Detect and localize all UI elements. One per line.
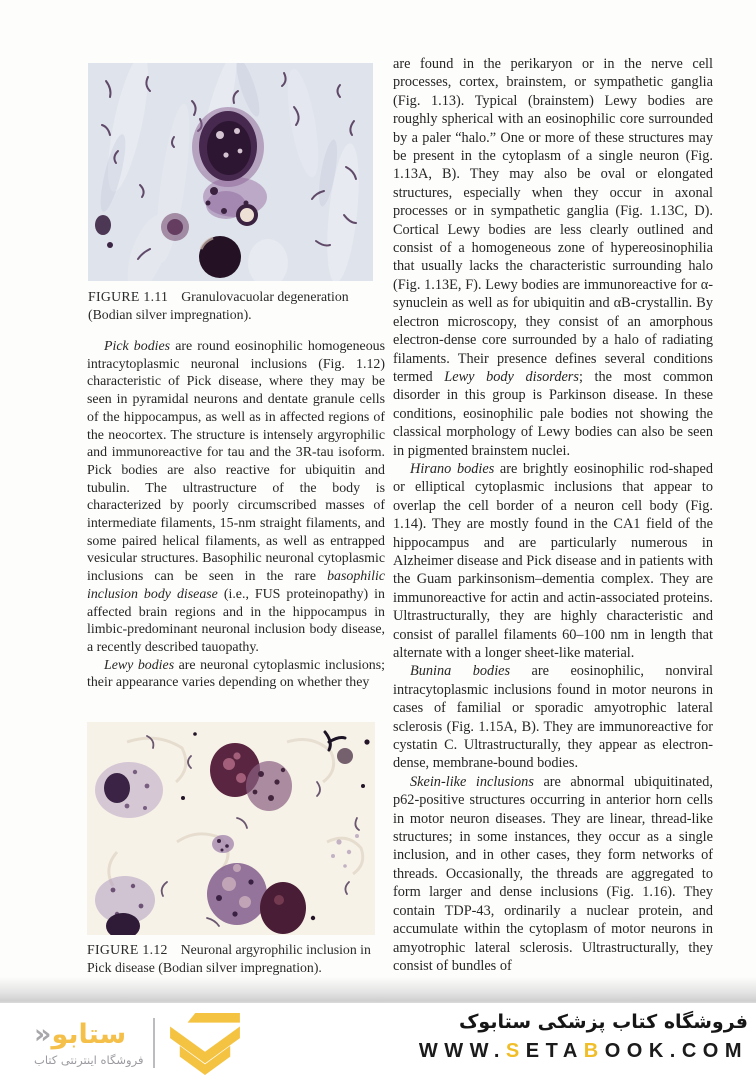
body-text: are eosinophilic, nonviral intracytoplasmic inclusions found in motor neurons in cases of familial or sporadic amyotrophic lateral sclerosis (Fig. 1.15A, B). They are immunoreactive for cystatin C. Ultrastructurally, they appear as electron-dense, membrane-bound bodies. <box>393 663 714 772</box>
body-text: are round eosinophilic homogeneous intracytoplasmic neuronal inclusions (Fig. 1.12) characteristic of Pick disease, where they may be seen in pyramidal neurons and dentate granule cells of the hippocampus, as well as in affected regions of the neocortex. The structure is intensely argyrophilic and immunoreactive for tau and the 3R-tau isoform. Pick bodies are also reactive for ubiquitin and tubulin. The ultrastructure of the body is characterized by poorly circumscribed masses of intermediate filaments, 15-nm straight filaments, and some paired helical filaments, as well as entrapped vesicular structures. Basophilic neuronal cytoplasmic inclusions can be seen in the rare <box>87 339 386 585</box>
term-italic: Bunina bodies <box>410 663 511 680</box>
term-italic: Lewy body disorders <box>444 368 579 385</box>
url-segment-gold: B <box>583 1040 605 1062</box>
body-text: are found in the perikaryon or in the nerve cell processes, cortex, brainstem, or sympathetic ganglia (Fig. 1.13). Typical (brainstem) Lewy bodies are roughly spherical with an eosinophilic core surrounded by a paler “halo.” One or more of these structures may be present in the cytoplasm of a single neuron (Fig. 1.13A, B). They may also be oval or elongated structures, especially when they occur in axonal processes or in sympathetic ganglia (Fig. 1.13C, D). Cortical Lewy bodies are less clearly outlined and consist of a homogeneous zone of hypereosinophilia that usually lacks the characteristic surrounding halo (Fig. 1.13E, F). Lewy bodies are immunoreactive for α-synuclein as well as for ubiquitin and αB-crystallin. By electron microscopy, they consist of an amorphous electron-dense core surrounded by a halo of radiating filaments. Their presence defines several conditions termed <box>393 56 713 385</box>
store-url <box>419 1040 748 1063</box>
figure-1-12-caption-text: Neuronal argyrophilic inclusion in Pick disease (Bodian silver impregnation). <box>87 942 371 975</box>
figure-1-12-caption-label: FIGURE 1.12 <box>87 942 168 957</box>
figure-1-11-image <box>88 63 373 281</box>
bookstore-footer <box>0 1003 756 1080</box>
body-text: are abnormal ubiquitinated, p62-positive structures occurring in anterior horn cells in motor neuron diseases. They are linear, thread-like structures; in some instances, they occur as a single inclusion, and in other cases, they form networks of threads. Occasionally, the threads are aggregated to form larger and dense inclusions (Fig. 1.16). They contain TDP-43, ordinarily a nuclear protein, and accumulate within the cytoplasm of motor neurons in amyotrophic lateral sclerosis. Ultrastructurally, they consist of bundles of <box>393 773 713 974</box>
paragraph <box>393 460 713 662</box>
logo-brand-gold: ستابو <box>51 1018 127 1050</box>
logo-tagline: فروشگاه اینترنتی کتاب <box>34 1052 144 1067</box>
body-text: (i.e., FUS proteinopathy) in affected brain regions and in the hippocampus in limbic-predominant neuronal inclusion body disease, a recently described tauopathy. <box>87 586 385 655</box>
body-text: are brightly eosinophilic rod-shaped or elliptical cytoplasmic inclusions that appear to overlap the cell border of a neuron cell body (Fig. 1.14). They are mostly found in the CA1 field of the hippocampus and are particularly numerous in Alzheimer disease and Pick disease and in patients with the Guam parkinsonism–dementia complex. They are immunoreactive for actin and actin-associated proteins. Ultrastructurally, they are highly characteristic and consist of parallel filaments 60–100 nm in length that alternate with a longer sheet-like material. <box>393 460 713 661</box>
figure-1-12-caption <box>87 941 387 976</box>
term-italic: basophilic inclusion body disease <box>87 569 385 602</box>
url-segment: OOK.COM <box>604 1040 748 1062</box>
url-segment-gold: S <box>505 1040 526 1062</box>
logo-text-block <box>34 1020 143 1067</box>
paragraph <box>393 662 713 772</box>
chevron-emblem-icon <box>165 1011 245 1075</box>
term-italic: Skein-like inclusions <box>410 773 534 790</box>
right-column-text <box>393 55 713 975</box>
bookstore-banner-text <box>419 1009 748 1063</box>
logo-divider <box>153 1018 155 1068</box>
url-segment: WWW. <box>418 1040 506 1062</box>
body-text: ; the most common disorder in this group is Parkinson disease. In these conditions, eosinophilic pale bodies not showing the classical morphology of Lewy bodies can also be seen in pigmented brainstem nuclei. <box>393 368 714 459</box>
figure-1-12-image <box>87 722 375 935</box>
figure-1-12 <box>87 722 375 935</box>
page-bottom-shadow <box>0 977 756 1003</box>
figure-1-11-caption <box>88 288 380 323</box>
left-column-text <box>87 338 385 692</box>
body-text: are neuronal cytoplasmic inclusions; their appearance varies depending on whether they <box>87 657 386 691</box>
paragraph <box>393 773 713 975</box>
figure-1-11 <box>88 63 373 281</box>
store-title-farsi: فروشگاه کتاب پزشکی ستابوک <box>458 1011 748 1033</box>
term-italic: Lewy bodies <box>104 657 175 673</box>
paragraph <box>87 657 385 692</box>
bookstore-logo <box>34 1011 245 1075</box>
paragraph <box>393 55 713 460</box>
term-italic: Hirano bodies <box>410 460 495 477</box>
paragraph <box>87 338 385 657</box>
term-italic: Pick bodies <box>104 339 171 354</box>
logo-chevron-mark: « <box>34 1018 52 1050</box>
figure-1-11-caption-text: Granulovacuolar degeneration (Bodian silver impregnation). <box>88 289 349 322</box>
url-segment: ETA <box>525 1040 584 1062</box>
figure-1-11-caption-label: FIGURE 1.11 <box>88 289 169 304</box>
logo-brand-name <box>34 1020 143 1050</box>
